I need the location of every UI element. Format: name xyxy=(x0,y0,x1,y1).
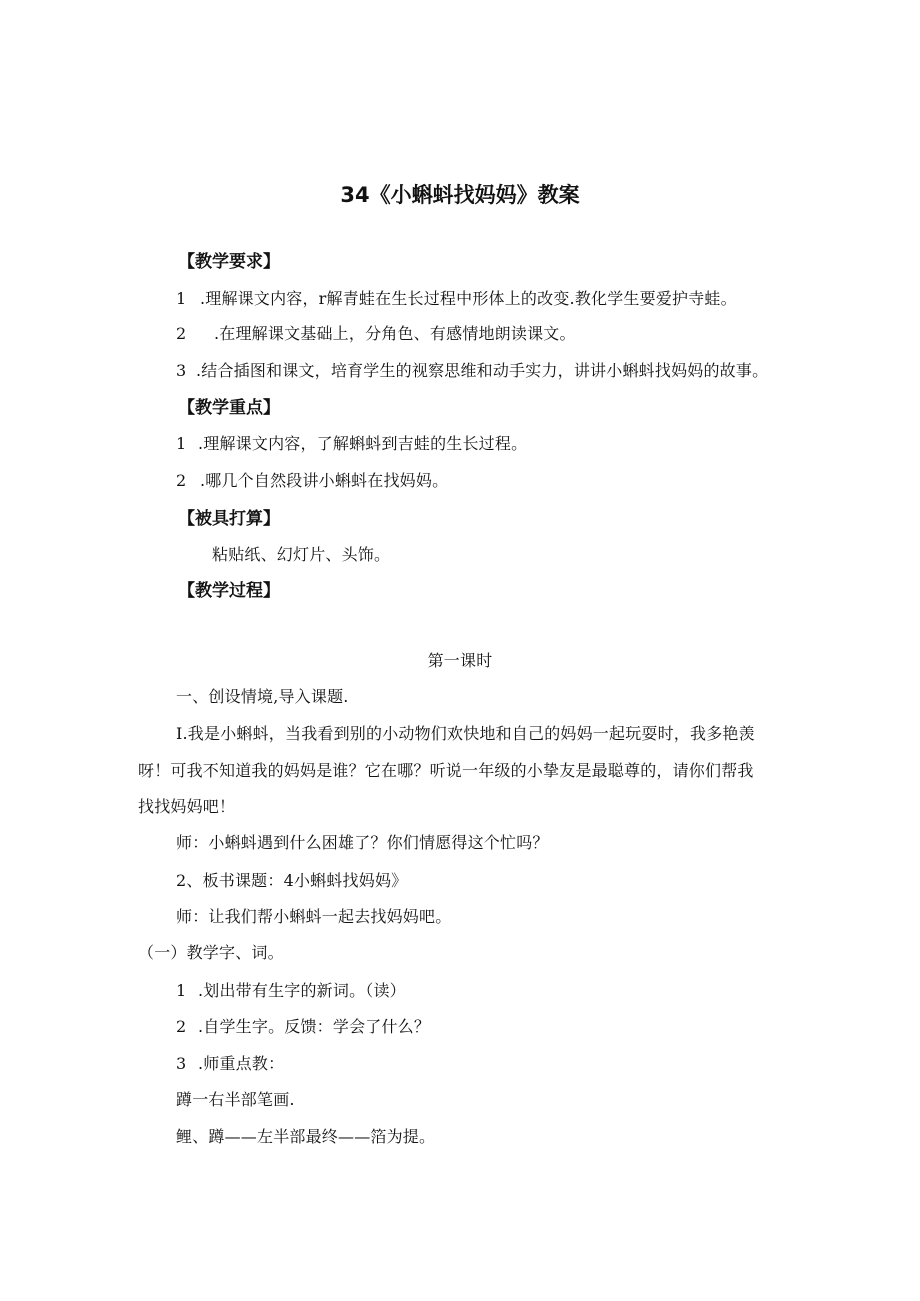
paragraph-line: I.我是小蝌蚪，当我看到别的小动物们欢快地和自己的妈妈一起玩耍时，我多艳羡 xyxy=(176,724,755,743)
keypoint-text: .哪几个自然段讲小蝌蚪在找妈妈。 xyxy=(200,471,449,490)
lesson-item-number: 1 xyxy=(176,981,187,1000)
lesson-item-text: .自学生字。反馈：学会了什么？ xyxy=(198,1017,431,1036)
lesson-item xyxy=(176,1016,430,1038)
keypoint-text: .理解课文内容，了解蝌蚪到吉蛙的生长过程。 xyxy=(198,434,528,453)
requirement-item xyxy=(176,323,576,345)
requirement-item xyxy=(176,360,768,382)
requirements-heading: 【教学要求】 xyxy=(178,252,280,272)
keypoints-heading: 【教学重点】 xyxy=(178,398,280,418)
requirement-text: .在理解课文基础上，分角色、有感情地朗读课文。 xyxy=(214,324,576,343)
requirement-text: .理解课文内容，r解青蛙在生长过程中形体上的改变.教化学生要爱护寺蛙。 xyxy=(200,289,737,308)
subsection-heading: （一）教学字、词。 xyxy=(138,943,284,962)
preparation-heading: 【被具打算】 xyxy=(178,509,280,529)
requirement-item xyxy=(176,288,737,310)
requirement-number: 2 xyxy=(176,324,187,343)
lesson-note: 鲤、蹲——左半部最终——箔为提。 xyxy=(176,1127,436,1146)
paragraph-line: 找找妈妈吧！ xyxy=(138,797,236,816)
lesson-item-text: .划出带有生字的新词。（读） xyxy=(198,981,406,1000)
lesson-period: 第一课时 xyxy=(427,651,493,670)
lesson-item xyxy=(176,980,406,1002)
process-heading: 【教学过程】 xyxy=(178,581,280,601)
document-title: 34《小蝌蚪找妈妈》教案 xyxy=(340,183,580,207)
requirement-text: .结合插图和课文，培育学生的视察思维和动手实力，讲讲小蝌蚪找妈妈的故事。 xyxy=(196,361,769,380)
lesson-item-text: .师重点教： xyxy=(198,1054,285,1073)
lesson-step: 2、板书课题：4小蝌蚪找妈妈》 xyxy=(176,871,408,890)
lesson-item-number: 3 xyxy=(176,1054,187,1073)
keypoint-item xyxy=(176,470,448,492)
lesson-note: 蹲一右半部笔画. xyxy=(176,1090,295,1109)
keypoint-item xyxy=(176,433,527,455)
lesson-item xyxy=(176,1053,284,1075)
requirement-number: 1 xyxy=(176,289,187,308)
preparation-text: 粘贴纸、幻灯片、头饰。 xyxy=(212,545,391,564)
teacher-line: 师：让我们帮小蝌蚪一起去找妈妈吧。 xyxy=(176,907,452,926)
requirement-number: 3 xyxy=(176,361,187,380)
lesson-step: 一、创设情境,导入课题. xyxy=(176,687,349,706)
paragraph-line: 呀！可我不知道我的妈妈是谁？它在哪？听说一年级的小挚友是最聪尊的，请你们帮我 xyxy=(138,761,754,780)
keypoint-number: 2 xyxy=(176,471,187,490)
lesson-item-number: 2 xyxy=(176,1017,187,1036)
teacher-line: 师：小蝌蚪遇到什么困雄了？你们情愿得这个忙吗？ xyxy=(176,833,549,852)
keypoint-number: 1 xyxy=(176,434,187,453)
